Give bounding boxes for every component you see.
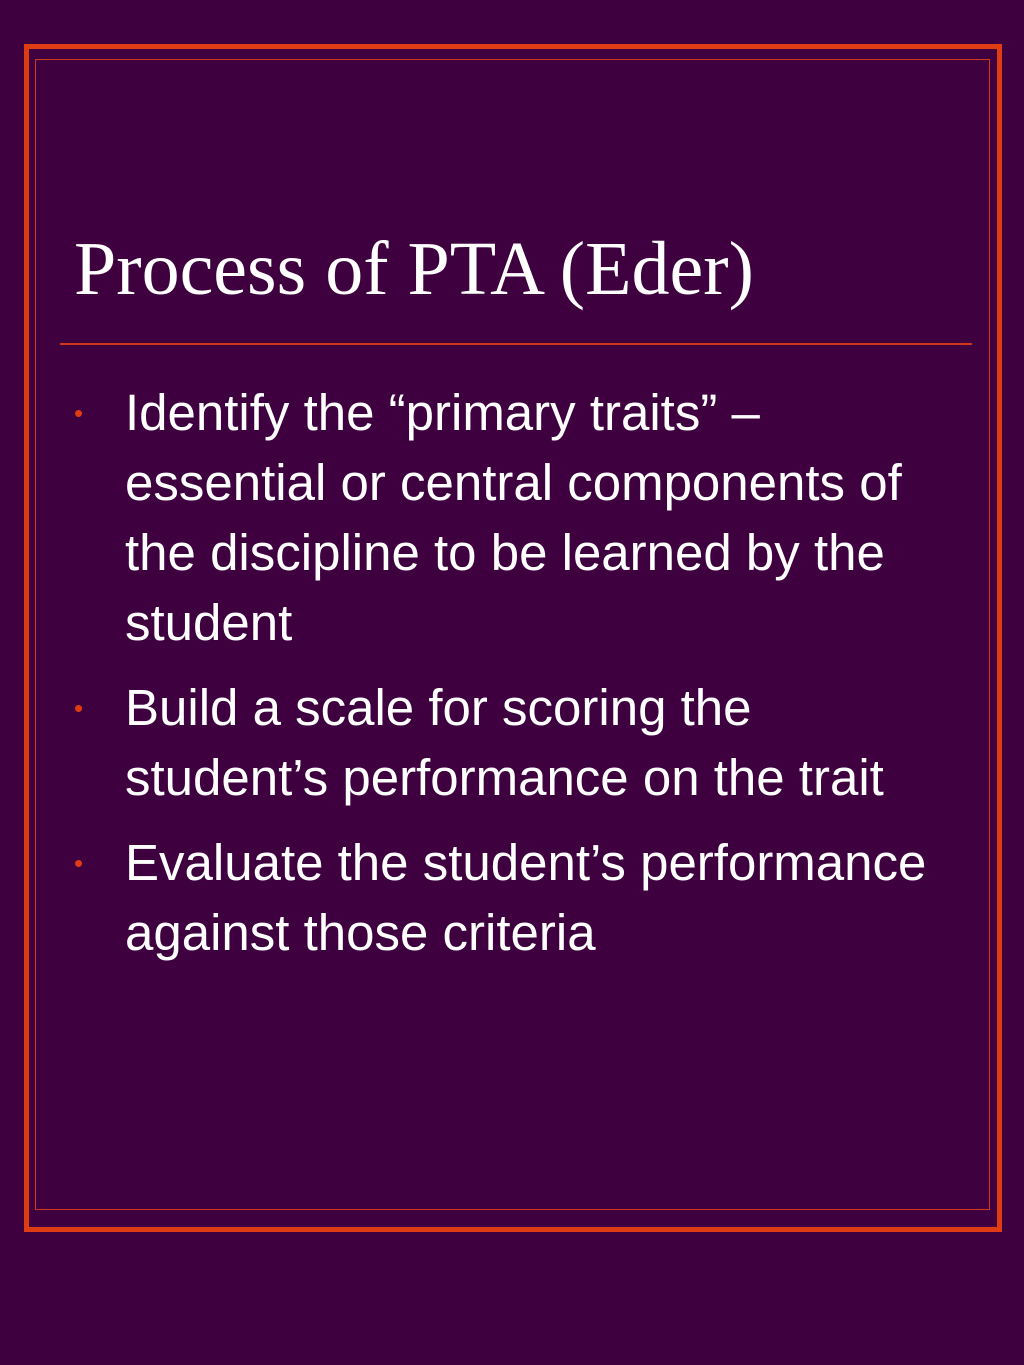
- bullet-text: Identify the “primary traits” – essential or central components of the discipline to be learned by the student: [125, 384, 902, 651]
- title-divider: [60, 343, 972, 345]
- bullet-icon: •: [74, 848, 84, 878]
- bullet-icon: •: [74, 398, 84, 428]
- slide-title: Process of PTA (Eder): [74, 227, 754, 311]
- bullet-icon: •: [74, 693, 84, 723]
- bullet-list: [0, 378, 965, 983]
- bullet-text: Evaluate the student’s performance against those criteria: [125, 834, 927, 961]
- bullet-text: Build a scale for scoring the student’s performance on the trait: [125, 679, 884, 806]
- bullet-item: [0, 673, 965, 813]
- bullet-item: [0, 828, 965, 968]
- bullet-item: [0, 378, 965, 658]
